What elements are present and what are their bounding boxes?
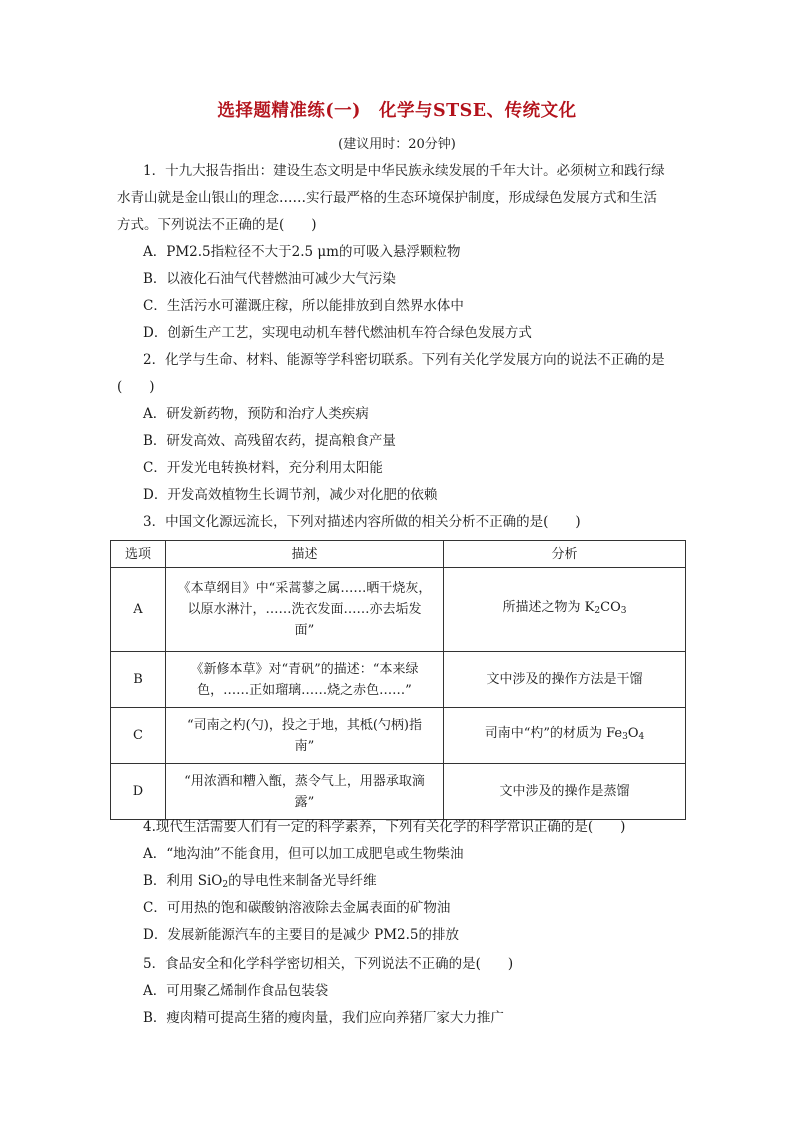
q2-stem-line-1: 2．化学与生命、材料、能源等学科密切联系。下列有关化学发展方向的说法不正确的是 <box>143 352 665 368</box>
q5-option-a: A．可用聚乙烯制作食品包装袋 <box>143 983 329 999</box>
q1-option-c: C．生活污水可灌溉庄稼，所以能排放到自然界水体中 <box>143 298 464 314</box>
subscript: 3 <box>622 732 628 742</box>
q1-stem-line-3: 方式。下列说法不正确的是( ) <box>117 217 317 233</box>
q4-option-c: C．可用热的饱和碳酸钠溶液除去金属表面的矿物油 <box>143 900 451 916</box>
row-description <box>166 652 444 708</box>
row-analysis <box>444 568 686 652</box>
analysis-text: 司南中“杓”的材质为 Fe <box>484 726 623 741</box>
q1-stem-line-2: 水青山就是金山银山的理念……实行最严格的生态环境保护制度，形成绿色发展方式和生活 <box>117 190 657 206</box>
subscript: 2 <box>594 606 601 616</box>
description-line: 南” <box>294 738 315 754</box>
description-line: 露” <box>294 794 315 810</box>
header-option: 选项 <box>111 541 166 568</box>
header-analysis: 分析 <box>444 541 686 568</box>
row-description <box>166 764 444 820</box>
row-option: C <box>111 708 166 764</box>
q1-option-b: B．以液化石油气代替燃油可减少大气污染 <box>143 271 396 287</box>
subscript: 2 <box>222 880 229 890</box>
q2-option-a: A．研发新药物，预防和治疗人类疾病 <box>143 406 369 422</box>
description-line: “用浓酒和糟入甑，蒸令气上，用器承取滴 <box>184 773 425 789</box>
q1-stem-line-1: 1．十九大报告指出：建设生态文明是中华民族永续发展的千年大计。必须树立和践行绿 <box>143 163 665 179</box>
row-option: B <box>111 652 166 708</box>
description-line: 以原水淋汁，……洗衣发面……亦去垢发 <box>187 602 422 617</box>
q2-option-c: C．开发光电转换材料，充分利用太阳能 <box>143 460 383 476</box>
q5-stem: 5．食品安全和化学科学密切相关，下列说法不正确的是( ) <box>143 956 514 972</box>
table-row <box>111 764 686 820</box>
q5-option-b: B．瘦肉精可提高生猪的瘦肉量，我们应向养猪厂家大力推广 <box>143 1010 504 1026</box>
q1-option-d: D．创新生产工艺，实现电动机车替代燃油机车符合绿色发展方式 <box>143 325 532 341</box>
q2-option-b: B．研发高效、高残留农药，提高粮食产量 <box>143 433 396 449</box>
subscript: 3 <box>620 606 627 616</box>
table-row <box>111 568 686 652</box>
q3-stem: 3．中国文化源远流长，下列对描述内容所做的相关分析不正确的是( ) <box>143 514 581 530</box>
row-option: A <box>111 568 166 652</box>
q4-option-d: D．发展新能源汽车的主要目的是减少 PM2.5的排放 <box>143 927 459 943</box>
q4-option-a: A．“地沟油”不能食用，但可以加工成肥皂或生物柴油 <box>143 846 464 862</box>
subscript: 4 <box>638 732 645 742</box>
description-line: 《本草纲目》中“采蒿蓼之属……晒干烧灰， <box>177 581 432 596</box>
analysis-text: 所描述之物为 K <box>502 600 595 615</box>
analysis-text: O <box>627 726 639 741</box>
header-description: 描述 <box>166 541 444 568</box>
analysis-text: CO <box>600 600 621 615</box>
row-analysis: 文中涉及的操作方法是干馏 <box>444 652 686 708</box>
q4-option-b <box>143 872 718 894</box>
q1-option-a: A．PM2.5指粒径不大于2.5 μm的可吸入悬浮颗粒物 <box>143 244 461 260</box>
row-analysis <box>444 708 686 764</box>
q3-table <box>110 540 686 820</box>
row-analysis: 文中涉及的操作是蒸馏 <box>444 764 686 820</box>
time-suggestion: (建议用时：20分钟) <box>338 137 456 152</box>
q2-option-d: D．开发高效植物生长调节剂，减少对化肥的依赖 <box>143 487 438 503</box>
description-line: 《新修本草》对“青矾”的描述：“本来绿 <box>190 661 419 677</box>
q2-stem-line-2: ( ) <box>117 379 155 395</box>
table-header-row <box>111 541 686 568</box>
row-description <box>166 568 444 652</box>
option-text: B．利用 SiO <box>143 873 223 889</box>
q4-stem: 4.现代生活需要人们有一定的科学素养，下列有关化学的科学常识正确的是( ) <box>143 819 626 835</box>
row-description <box>166 708 444 764</box>
option-text: 的导电性来制备光导纤维 <box>228 873 377 889</box>
row-option: D <box>111 764 166 820</box>
description-line: 面” <box>294 623 315 638</box>
page-title: 选择题精准练(一) 化学与STSE、传统文化 <box>217 101 577 121</box>
description-line: “司南之杓(勺)，投之于地，其柢(勺柄)指 <box>187 717 422 733</box>
table-row <box>111 708 686 764</box>
description-line: 色，……正如瑠璃……烧之赤色……” <box>197 682 412 698</box>
table-row <box>111 652 686 708</box>
